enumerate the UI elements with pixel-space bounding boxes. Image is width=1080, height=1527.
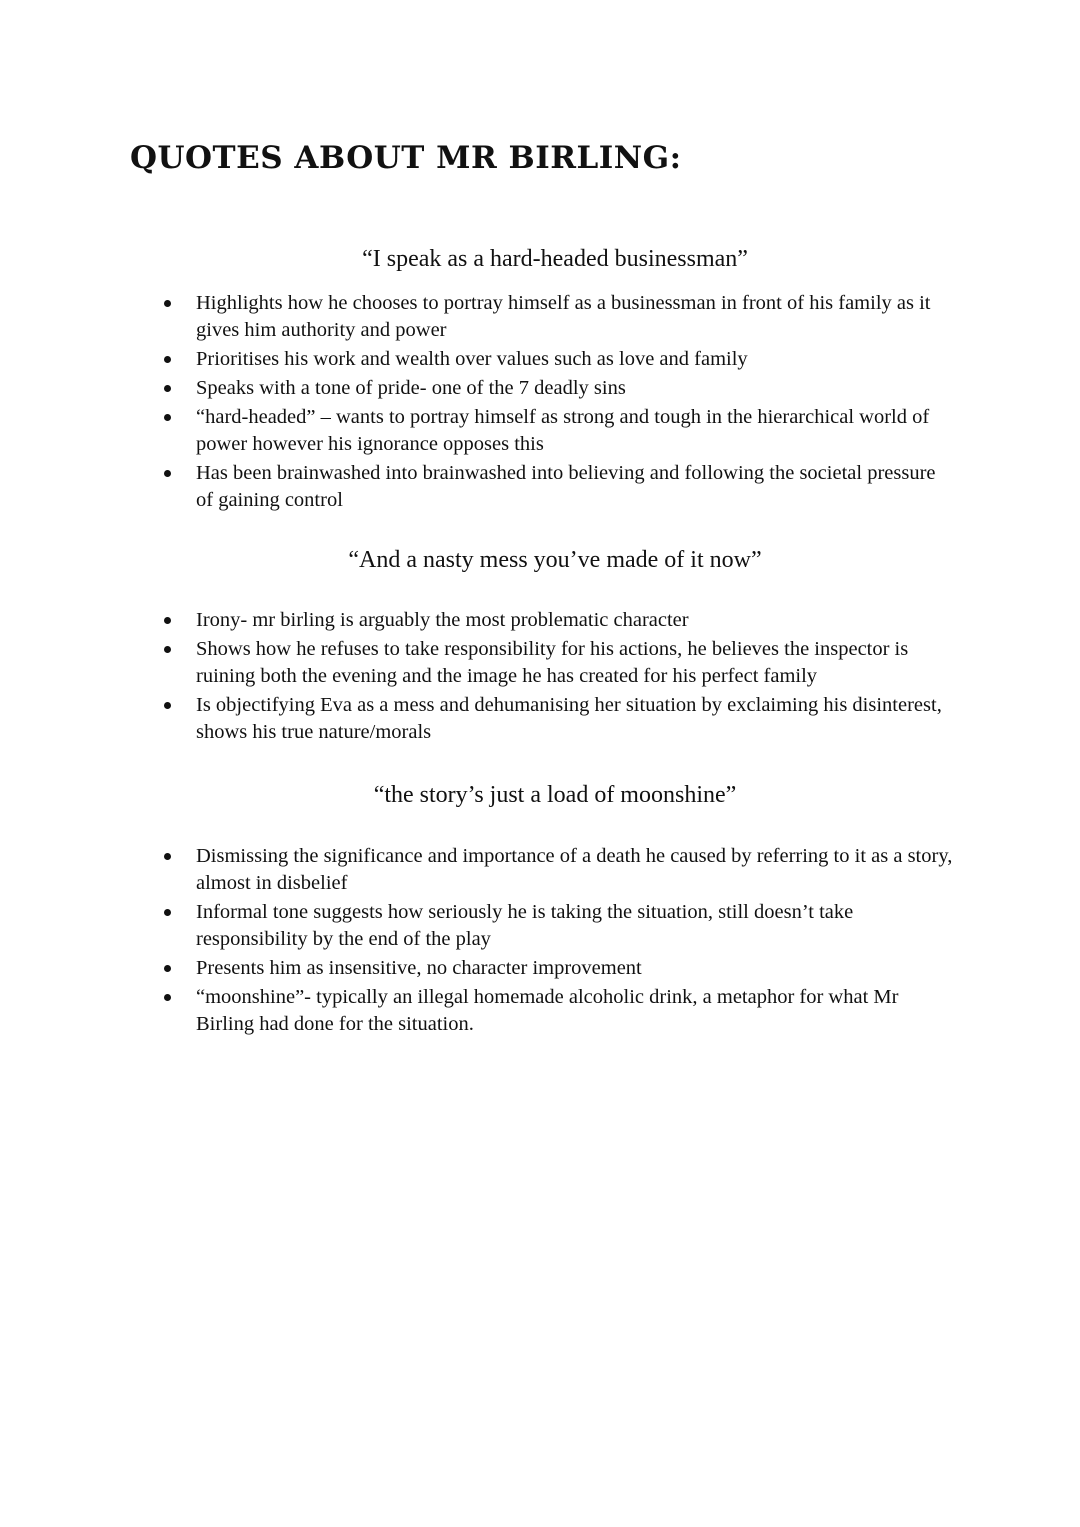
quote-heading: “the story’s just a load of moonshine” bbox=[373, 782, 737, 808]
bullet-text: Highlights how he chooses to portray himself as a businessman in front of his family as it gives him authority and power bbox=[196, 292, 931, 341]
quote-heading: “I speak as a hard-headed businessman” bbox=[362, 246, 748, 272]
bullet-text: “moonshine”- typically an illegal homemade alcoholic drink, a metaphor for what Mr Birling had done for the situation. bbox=[196, 986, 899, 1035]
bullet-icon bbox=[164, 702, 171, 709]
bullet-icon bbox=[164, 300, 171, 307]
bullet-text: Informal tone suggests how seriously he is taking the situation, still doesn’t take responsibility by the end of the play bbox=[196, 901, 854, 950]
quote-heading: “And a nasty mess you’ve made of it now” bbox=[348, 547, 762, 573]
bullet-text: Prioritises his work and wealth over values such as love and family bbox=[196, 348, 748, 370]
quote-section bbox=[0, 244, 1080, 516]
quote-section bbox=[0, 545, 1080, 748]
bullet-icon bbox=[164, 356, 171, 363]
bullet-item bbox=[0, 375, 956, 402]
bullet-list bbox=[0, 290, 1080, 514]
bullet-text: Shows how he refuses to take responsibility for his actions, he believes the inspector is ruining both the evening and the image he has created for his perfect family bbox=[196, 638, 909, 687]
bullet-list bbox=[0, 843, 1080, 1038]
bullet-text: “hard-headed” – wants to portray himself as strong and tough in the hierarchical world of power however his ignorance opposes this bbox=[196, 406, 930, 455]
bullet-item bbox=[0, 843, 956, 897]
bullet-item bbox=[0, 899, 956, 953]
bullet-icon bbox=[164, 965, 171, 972]
bullet-text: Presents him as insensitive, no character improvement bbox=[196, 957, 642, 979]
quote-section bbox=[0, 780, 1080, 1040]
bullet-icon bbox=[164, 909, 171, 916]
bullet-icon bbox=[164, 385, 171, 392]
bullet-item bbox=[0, 955, 956, 982]
document-title: QUOTES ABOUT MR BIRLING: bbox=[130, 140, 682, 176]
bullet-item bbox=[0, 346, 956, 373]
bullet-icon bbox=[164, 994, 171, 1001]
bullet-item bbox=[0, 290, 956, 344]
bullet-item bbox=[0, 460, 956, 514]
bullet-text: Dismissing the significance and importance of a death he caused by referring to it as a story, almost in disbelief bbox=[196, 845, 953, 894]
bullet-icon bbox=[164, 414, 171, 421]
bullet-item bbox=[0, 404, 956, 458]
bullet-icon bbox=[164, 646, 171, 653]
bullet-text: Irony- mr birling is arguably the most problematic character bbox=[196, 609, 689, 631]
bullet-icon bbox=[164, 853, 171, 860]
bullet-text: Has been brainwashed into brainwashed into believing and following the societal pressure of gaining control bbox=[196, 462, 936, 511]
bullet-icon bbox=[164, 470, 171, 477]
bullet-item bbox=[0, 636, 956, 690]
bullet-item bbox=[0, 984, 956, 1038]
bullet-icon bbox=[164, 617, 171, 624]
bullet-text: Speaks with a tone of pride- one of the 7 deadly sins bbox=[196, 377, 626, 399]
bullet-item bbox=[0, 692, 956, 746]
bullet-text: Is objectifying Eva as a mess and dehumanising her situation by exclaiming his disinterest, shows his true nature/morals bbox=[196, 694, 942, 743]
bullet-list bbox=[0, 607, 1080, 746]
bullet-item bbox=[0, 607, 956, 634]
